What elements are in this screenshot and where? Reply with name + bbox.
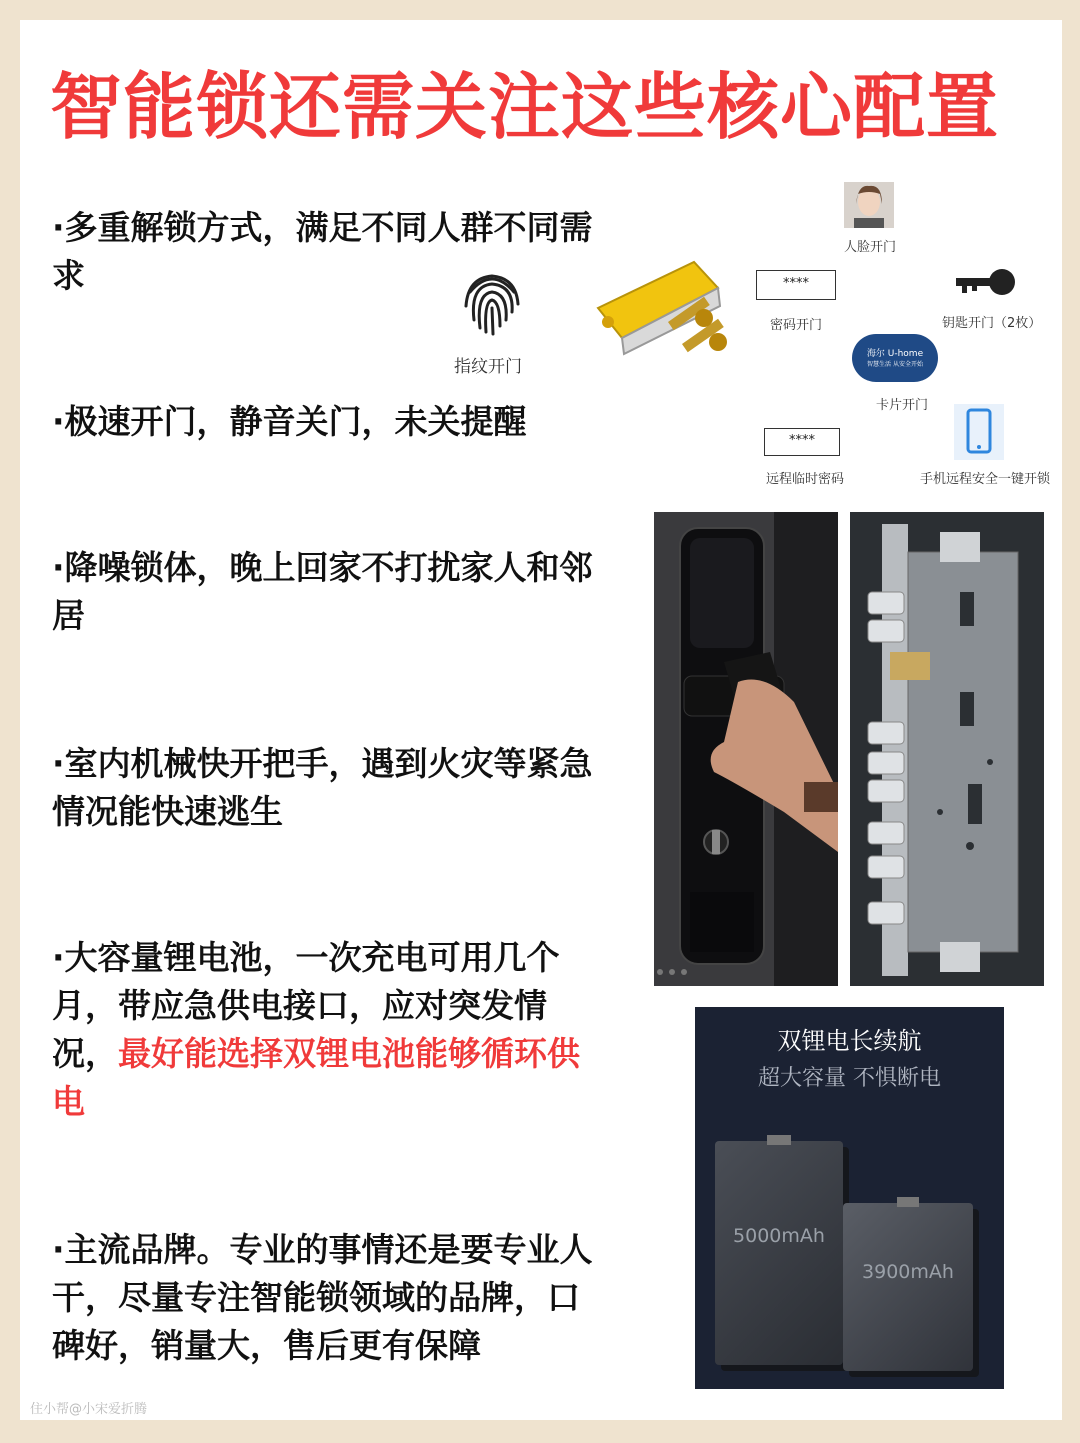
battery-large-connector xyxy=(767,1135,791,1145)
bullet-quiet-lock-body: ·降噪锁体，晚上回家不打扰家人和邻居 xyxy=(52,548,593,635)
bullet-brand: ·主流品牌。专业的事情还是要专业人干，尽量专注智能锁领域的品牌，口碑好，销量大，售后更有保障 xyxy=(52,1230,593,1365)
battery-small-connector xyxy=(897,1197,919,1207)
face-label: 人脸开门 xyxy=(844,240,897,255)
phone-icon xyxy=(954,404,1004,460)
fingerprint-icon xyxy=(456,264,528,338)
battery-panel-title: 双锂电长续航 xyxy=(777,1027,922,1055)
bullet-battery xyxy=(52,934,612,1126)
battery-small-capacity: 3900mAh xyxy=(862,1261,954,1283)
remote-password-label: 远程临时密码 xyxy=(766,472,845,487)
lock-cylinder-image xyxy=(594,258,734,392)
lock-body-photo xyxy=(850,512,1044,986)
bullet-battery-text: ·大容量锂电池，一次充电可用几个月，带应急供电接口，应对突发情况， xyxy=(52,938,560,1073)
bullet-fast-open: ·极速开门，静音关门，未关提醒 xyxy=(52,402,527,441)
key-label: 钥匙开门（2枚） xyxy=(942,316,1042,331)
card-label: 卡片开门 xyxy=(876,398,929,413)
bullet-quick-escape: ·室内机械快开把手，遇到火灾等紧急情况能快速逃生 xyxy=(52,744,593,831)
face-photo-icon xyxy=(844,182,894,228)
smart-lock-photo xyxy=(654,512,838,986)
key-icon xyxy=(954,266,1016,302)
password-box: **** xyxy=(756,270,836,300)
battery-panel xyxy=(695,1007,1004,1389)
fingerprint-label: 指纹开门 xyxy=(454,357,522,377)
battery-panel-subtitle: 超大容量 不惧断电 xyxy=(758,1066,941,1091)
card-slogan: 智慧生活 从安全开始 xyxy=(867,361,923,368)
card-icon xyxy=(852,334,938,382)
battery-small xyxy=(843,1203,973,1371)
card-brand: U-home xyxy=(887,349,924,359)
page-title: 智能锁还需关注这些核心配置 xyxy=(50,65,1000,149)
password-label: 密码开门 xyxy=(770,318,823,333)
bullet-unlock-methods: ·多重解锁方式，满足不同人群不同需求 xyxy=(52,208,593,295)
battery-large xyxy=(715,1141,843,1365)
watermark: 住小帮@小宋爱折腾 xyxy=(30,1402,148,1417)
phone-label: 手机远程安全一键开锁 xyxy=(920,472,1051,487)
battery-large-capacity: 5000mAh xyxy=(733,1225,825,1247)
card-brand-prefix: 海尔 xyxy=(866,349,885,359)
bullet-battery-highlight: 最好能选择双锂电池能够循环供电 xyxy=(52,1034,580,1121)
remote-password-box: **** xyxy=(764,428,840,456)
